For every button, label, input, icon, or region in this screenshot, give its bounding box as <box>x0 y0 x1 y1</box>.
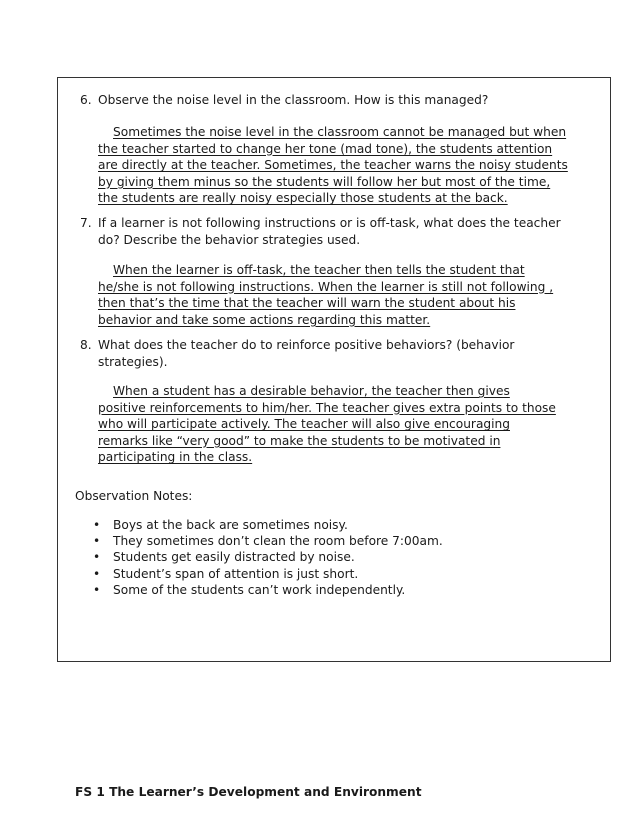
observation-notes-list <box>93 517 443 598</box>
answer-text: When a student has a desirable behavior, the teacher then gives positive reinforcements to him/her. The teacher gives extra points to those who will participate actively. The teacher will also give encouraging remarks like “very good” to make the students to be motivated in participating in the class. <box>98 384 556 465</box>
question-text: If a learner is not following instructions or is off-task, what does the teacher do? Describe the behavior strategies used. <box>98 216 561 247</box>
list-item: • Student’s span of attention is just short. <box>93 566 359 581</box>
bullet-icon: • <box>93 566 101 581</box>
question-6 <box>80 92 580 109</box>
bullet-icon: • <box>93 582 101 597</box>
bullet-icon: • <box>93 534 101 549</box>
question-number: 7. <box>80 216 92 230</box>
answer-text: When the learner is off-task, the teacher then tells the student that he/she is not following instructions. When the learner is still not following , then that’s the time that the teacher will warn the student about his behavior and take some actions regarding this matter. <box>98 263 554 327</box>
question-text: Observe the noise level in the classroom. How is this managed? <box>98 93 489 107</box>
page-footer: FS 1 The Learner’s Development and Environment <box>75 785 422 799</box>
question-8 <box>80 337 526 370</box>
question-number: 6. <box>80 93 92 107</box>
answer-7 <box>98 262 566 328</box>
list-item: • Students get easily distracted by noise. <box>93 550 355 565</box>
list-item: • They sometimes don’t clean the room before 7:00am. <box>93 534 443 549</box>
answer-8 <box>98 383 560 466</box>
question-number: 8. <box>80 338 92 352</box>
bullet-icon: • <box>93 550 101 565</box>
question-text: What does the teacher do to reinforce positive behaviors? (behavior strategies). <box>98 338 515 369</box>
observation-notes-title: Observation Notes: <box>75 489 193 503</box>
list-item: • Some of the students can’t work independently. <box>93 582 406 597</box>
question-7 <box>80 215 566 248</box>
bullet-icon: • <box>93 518 101 532</box>
answer-6 <box>98 124 570 207</box>
list-item: • Boys at the back are sometimes noisy. <box>93 518 348 532</box>
answer-text: Sometimes the noise level in the classroom cannot be managed but when the teacher started to change her tone (mad tone), the students attention are directly at the teacher. Sometimes, the teacher warns the noisy students by giving them minus so the students will follow her but most of the time, the students are really noisy especially those students at the back. <box>98 125 568 206</box>
